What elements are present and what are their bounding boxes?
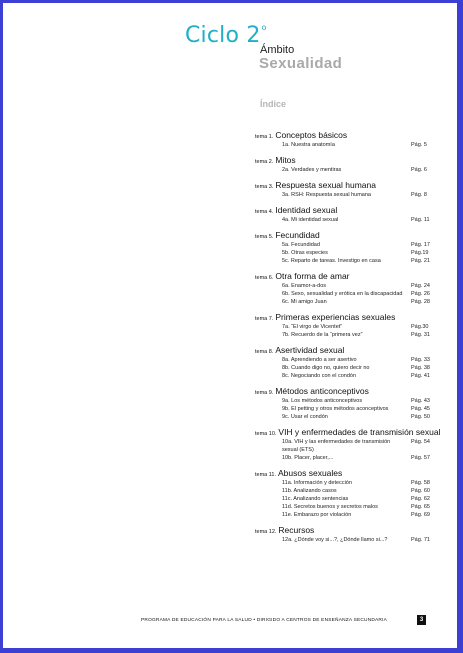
toc-theme [255,180,445,199]
toc-subentries [282,141,445,149]
toc-entry[interactable] [282,331,445,339]
toc-entry[interactable] [282,290,445,298]
cycle-superscript: o [261,22,267,32]
toc-theme-header [255,386,445,396]
toc-subentries [282,438,445,462]
document-page [3,3,457,648]
toc-theme-number: tema 8. [255,349,274,355]
toc-entry[interactable] [282,166,445,174]
toc-entry-page: Pág. 38 [411,365,430,371]
toc-entry-title: 11b. Analizando casos [282,488,337,494]
toc-entry-title: 9b. El petting y otros métodos aconceptivos [282,406,389,412]
toc-entry[interactable] [282,511,445,519]
toc-entry-title: 1a. Nuestra anatomía [282,142,335,148]
toc-theme-title[interactable]: Otra forma de amar [275,271,350,281]
toc-entry-title: 10a. VIH y las enfermedades de transmisión sexual (ETS) [282,439,391,453]
index-heading: Índice [260,99,287,109]
toc-entry-page: Pág.30 [411,324,429,330]
toc-theme-title[interactable]: Mitos [275,155,296,165]
toc-theme-number: tema 6. [255,275,274,281]
toc-theme-title[interactable]: Abusos sexuales [278,468,343,478]
page-number: 3 [417,615,426,625]
toc-entry-title: 5b. Otras especies [282,250,328,256]
toc-theme [255,312,445,339]
toc-theme-title[interactable]: Recursos [278,525,315,535]
toc-entry-title: 7a. “El virgo de Vicentet” [282,324,343,330]
toc-entry[interactable] [282,364,445,372]
toc-entry[interactable] [282,438,445,454]
toc-entry-title: 9c. Usar el condón [282,414,328,420]
toc-theme-header [255,230,445,240]
toc-subentries [282,356,445,380]
toc-entry-page: Pág. 41 [411,373,430,379]
toc-entry-page: Pág. 8 [411,192,427,198]
toc-theme [255,468,445,519]
toc-theme [255,345,445,380]
toc-theme-number: tema 4. [255,209,274,215]
toc-theme-header [255,180,445,190]
toc-theme-header [255,155,445,165]
toc-entry[interactable] [282,495,445,503]
toc-theme-title[interactable]: Identidad sexual [275,205,338,215]
toc-entry-page: Pág. 11 [411,217,430,223]
toc-entry[interactable] [282,323,445,331]
toc-entry-title: 6b. Sexo, sexualidad y erótica en la discapacidad [282,291,403,297]
toc-entry-page: Pág.19 [411,250,429,256]
toc-theme-number: tema 3. [255,184,274,190]
toc-theme-header [255,130,445,140]
toc-entry-page: Pág. 43 [411,398,430,404]
toc-theme [255,155,445,174]
toc-theme [255,230,445,265]
toc-theme-title[interactable]: Métodos anticonceptivos [275,386,369,396]
toc-theme-number: tema 9. [255,390,274,396]
toc-entry-title: 5c. Reparto de tareas. Investigo en casa [282,258,381,264]
toc-entry[interactable] [282,216,445,224]
toc-entry[interactable] [282,257,445,265]
toc-entry[interactable] [282,249,445,257]
toc-theme-number: tema 7. [255,316,274,322]
toc-theme [255,386,445,421]
toc-subentries [282,397,445,421]
toc-entry-title: 2a. Verdades y mentiras [282,167,342,173]
toc-subentries [282,241,445,265]
toc-entry[interactable] [282,454,445,462]
toc-entry-title: 12a. ¿Dónde voy si...?, ¿Dónde llamo si...? [282,537,388,543]
toc-entry-title: 7b. Recuerdo de la “primera vez” [282,332,363,338]
toc-entry-title: 11a. Información y detección [282,480,352,486]
toc-entry-page: Pág. 65 [411,504,430,510]
toc-entry-page: Pág. 58 [411,480,430,486]
toc-entry[interactable] [282,241,445,249]
toc-entry-page: Pág. 54 [411,439,430,445]
toc-entry-page: Pág. 60 [411,488,430,494]
toc-theme-title[interactable]: Conceptos básicos [275,130,348,140]
toc-entry-page: Pág. 24 [411,283,430,289]
toc-subentries [282,323,445,339]
toc-entry-title: 10b. Placer, placer,... [282,455,334,461]
toc-theme-header [255,312,445,322]
toc-theme-header [255,205,445,215]
toc-theme-number: tema 11. [255,472,276,478]
toc-entry[interactable] [282,372,445,380]
toc-entry-title: 3a. RSH: Respuesta sexual humana [282,192,371,198]
toc-entry[interactable] [282,405,445,413]
toc-theme-number: tema 12. [255,529,277,535]
toc-entry-title: 8c. Negociando con el condón [282,373,356,379]
subject-title: Sexualidad [259,55,343,72]
table-of-contents [255,130,445,550]
toc-theme-header [255,271,445,281]
toc-entry[interactable] [282,487,445,495]
toc-entry[interactable] [282,536,445,544]
toc-theme-title[interactable]: Primeras experiencias sexuales [275,312,396,322]
toc-entry[interactable] [282,413,445,421]
toc-entry-title: 8a. Aprendiendo a ser asertivo [282,357,357,363]
toc-entry[interactable] [282,282,445,290]
toc-theme [255,271,445,306]
toc-subentries [282,191,445,199]
toc-entry-page: Pág. 31 [411,332,430,338]
toc-subentries [282,479,445,519]
toc-subentries [282,216,445,224]
toc-entry-page: Pág. 5 [411,142,427,148]
toc-entry-page: Pág. 33 [411,357,430,363]
toc-entry-title: 4a. Mi identidad sexual [282,217,339,223]
toc-entry-page: Pág. 21 [411,258,430,264]
toc-entry[interactable] [282,191,445,199]
toc-entry-page: Pág. 69 [411,512,430,518]
toc-entry-title: 11e. Embarazo por violación [282,512,352,518]
toc-subentries [282,536,445,544]
ambito-label: Ámbito [260,44,295,56]
toc-entry[interactable] [282,141,445,149]
toc-entry-page: Pág. 57 [411,455,430,461]
toc-entry[interactable] [282,479,445,487]
toc-entry[interactable] [282,356,445,364]
toc-theme-title[interactable]: Respuesta sexual humana [275,180,376,190]
toc-subentries [282,166,445,174]
toc-entry[interactable] [282,298,445,306]
toc-theme-title[interactable]: VIH y enfermedades de transmisión sexual [278,427,441,437]
toc-entry-title: 9a. Los métodos anticonceptivos [282,398,363,404]
toc-theme [255,205,445,224]
toc-entry-page: Pág. 62 [411,496,430,502]
toc-theme [255,130,445,149]
toc-theme-number: tema 1. [255,134,274,140]
toc-entry-page: Pág. 17 [411,242,430,248]
toc-entry-title: 8b. Cuando digo no, quiero decir no [282,365,370,371]
toc-entry-page: Pág. 26 [411,291,430,297]
toc-theme-number: tema 5. [255,234,274,240]
toc-entry-title: 11d. Secretos buenos y secretos malos [282,504,378,510]
cycle-heading: Ciclo 2$^o$ [185,22,267,48]
toc-entry-page: Pág. 71 [411,537,430,543]
toc-entry-title: 6a. Enamor-a-dos [282,283,327,289]
toc-entry[interactable] [282,397,445,405]
toc-entry-title: 5a. Fecundidad [282,242,320,248]
toc-theme [255,427,445,462]
toc-theme-header [255,525,445,535]
toc-entry-title: 6c. Mi amigo Juan [282,299,327,305]
toc-theme-header [255,427,445,437]
toc-theme-number: tema 2. [255,159,274,165]
footer-text: PROGRAMA DE EDUCACIÓN PARA LA SALUD • DIRIGIDO A CENTROS DE ENSEÑANZA SECUNDARIA [141,618,388,623]
toc-entry[interactable] [282,503,445,511]
toc-theme [255,525,445,544]
toc-theme-header [255,468,445,478]
toc-entry-title: 11c. Analizando sentencias [282,496,349,502]
toc-theme-title[interactable]: Asertividad sexual [275,345,345,355]
toc-entry-page: Pág. 45 [411,406,430,412]
toc-theme-number: tema 10. [255,431,277,437]
toc-entry-page: Pág. 28 [411,299,430,305]
toc-theme-header [255,345,445,355]
toc-entry-page: Pág. 50 [411,414,430,420]
toc-entry-page: Pág. 6 [411,167,427,173]
toc-theme-title[interactable]: Fecundidad [275,230,320,240]
toc-subentries [282,282,445,306]
